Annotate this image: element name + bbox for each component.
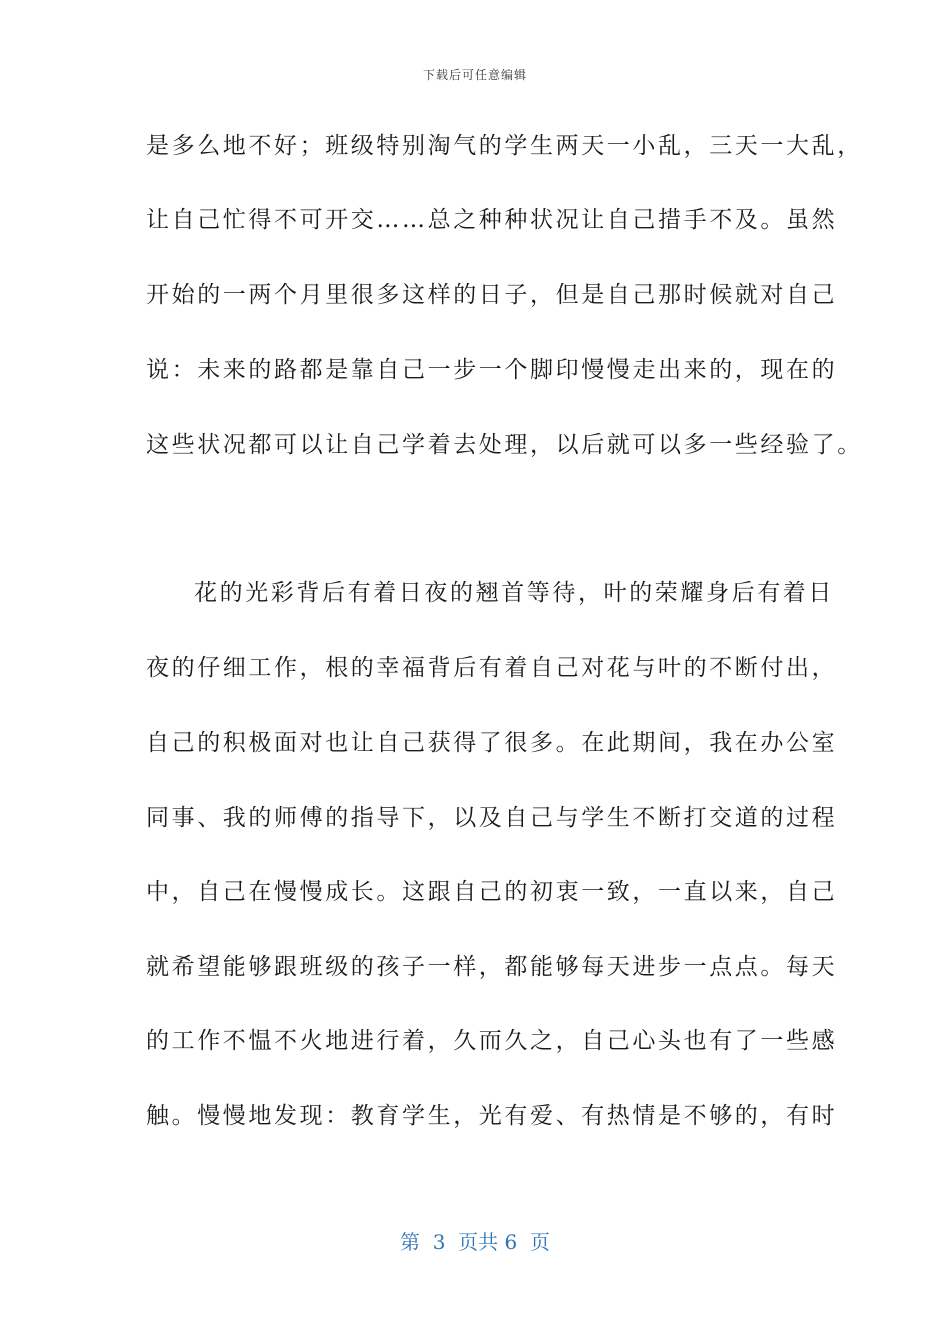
text-line: 这些状况都可以让自己学着去处理，以后就可以多一些经验了。	[146, 432, 863, 458]
text-line: 说：未来的路都是靠自己一步一个脚印慢慢走出来的，现在的	[146, 357, 838, 383]
text-line: 触。慢慢地发现：教育学生，光有爱、有热情是不够的，有时	[146, 1103, 838, 1129]
text-line: 是多么地不好；班级特别淘气的学生两天一小乱，三天一大乱，	[146, 133, 863, 159]
text-line: 自己的积极面对也让自己获得了很多。在此期间，我在办公室	[146, 730, 838, 756]
text-line: 就希望能够跟班级的孩子一样，都能够每天进步一点点。每天	[146, 954, 838, 980]
text-line: 开始的一两个月里很多这样的日子，但是自己那时候就对自己	[146, 282, 838, 308]
text-line: 夜的仔细工作，根的幸福背后有着自己对花与叶的不断付出，	[146, 655, 838, 681]
page-header: 下载后可任意编辑	[422, 68, 527, 82]
text-line: 花的光彩背后有着日夜的翘首等待，叶的荣耀身后有着日	[194, 580, 834, 606]
page-number-footer: 第 3 页共 6 页	[400, 1230, 550, 1254]
text-line: 让自己忙得不可开交……总之种种状况让自己措手不及。虽然	[146, 207, 838, 233]
text-line: 的工作不愠不火地进行着，久而久之，自己心头也有了一些感	[146, 1028, 838, 1054]
text-line: 中，自己在慢慢成长。这跟自己的初衷一致，一直以来，自己	[146, 879, 838, 905]
text-line: 同事、我的师傅的指导下，以及自己与学生不断打交道的过程	[146, 805, 838, 831]
